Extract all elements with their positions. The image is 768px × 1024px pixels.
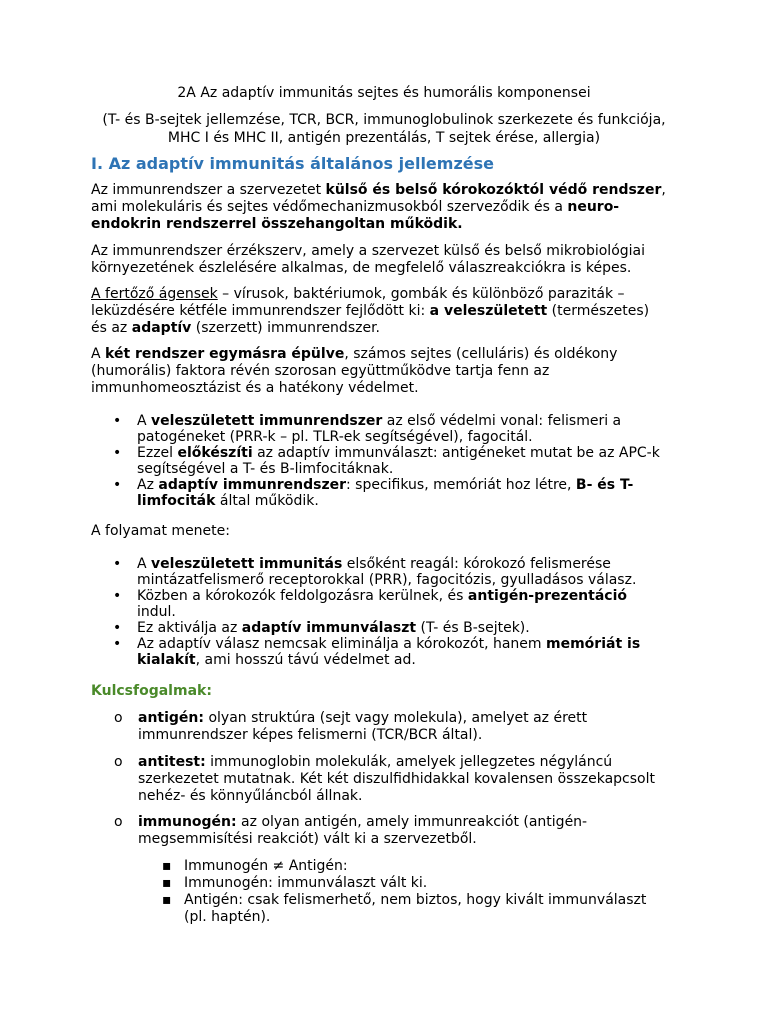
document-subtitle xyxy=(0,111,768,147)
bold-text: veleszületett immunrendszer xyxy=(151,413,383,429)
bold-text: antigén-prezentáció xyxy=(467,588,628,604)
text-run: (szerzett) immunrendszer. xyxy=(191,320,380,336)
list-item xyxy=(91,413,681,445)
key-item-immunogen xyxy=(91,814,681,848)
sub-list-item xyxy=(160,858,660,875)
paragraph-infectious-agents xyxy=(91,286,681,337)
text-line: nehéz- és könnyűláncból állnak. xyxy=(138,788,363,804)
bullet-marker: • xyxy=(113,620,122,636)
text-run: , számos sejtes (celluláris) és oldékony xyxy=(344,346,618,362)
bold-text: adaptív xyxy=(131,320,192,336)
list-item xyxy=(91,588,681,620)
sub-list xyxy=(160,858,660,926)
list-marker: o xyxy=(114,710,123,726)
bold-text: memóriát is xyxy=(546,636,641,652)
text-run: által működik. xyxy=(215,493,319,509)
bold-text: neuro- xyxy=(567,199,620,215)
text-run: az olyan antigén, amely immunreakciót (antigén- xyxy=(236,814,588,830)
key-concepts-heading: Kulcsfogalmak: xyxy=(91,683,212,699)
key-item-antibody xyxy=(91,754,681,805)
text-line: megsemmisítési reakciót) vált ki a szervezetből. xyxy=(138,831,477,847)
text-run: Az immunrendszer a szervezetet xyxy=(91,182,326,198)
text-run: A xyxy=(137,556,152,572)
list-marker: o xyxy=(114,754,123,770)
list-item xyxy=(91,445,681,477)
text-run: A xyxy=(137,413,152,429)
underlined-text: A fertőző ágensek xyxy=(91,286,218,302)
text-run: Az adaptív válasz nemcsak eliminálja a kórokozót, hanem xyxy=(137,636,547,652)
text-line: immunhomeosztázist és a hatékony védelmet. xyxy=(91,380,419,396)
bold-text: veleszületett immunitás xyxy=(151,556,343,572)
text-run: : specifikus, memóriát hoz létre, xyxy=(346,477,576,493)
bullet-list-systems xyxy=(91,413,681,509)
bullet-marker: • xyxy=(113,413,122,429)
sub-list-item xyxy=(160,875,660,892)
text-line: mintázatfelismerő receptorokkal (PRR), fagocitózis, gyulladásos válasz. xyxy=(137,572,637,588)
bullet-marker: • xyxy=(113,588,122,604)
bullet-list-process xyxy=(91,556,681,668)
bold-text: adaptív immunválaszt xyxy=(241,620,417,636)
text-run: olyan struktúra (sejt vagy molekula), amelyet az érett xyxy=(204,710,588,726)
text-run: (természetes) xyxy=(547,303,650,319)
text-run: , xyxy=(661,182,666,198)
list-item xyxy=(91,477,681,509)
text-run: Az xyxy=(137,477,159,493)
paragraph-sense-organ xyxy=(91,243,681,277)
bold-text: adaptív immunrendszer xyxy=(158,477,346,493)
key-item-antigen xyxy=(91,710,681,744)
list-item xyxy=(91,636,681,668)
paragraph-immune-system xyxy=(91,182,681,233)
text-run: , ami hosszú távú védelmet ad. xyxy=(195,652,416,668)
text-run: (T- és B-sejtek). xyxy=(416,620,530,636)
process-label: A folyamat menete: xyxy=(91,523,230,539)
subtitle-line: MHC I és MHC II, antigén prezentálás, T sejtek érése, allergia) xyxy=(167,130,601,146)
text-run: Közben a kórokozók feldolgozásra kerülnek, és xyxy=(137,588,468,604)
text-line: (pl. haptén). xyxy=(184,909,271,925)
paragraph-two-systems xyxy=(91,346,681,397)
list-item xyxy=(91,556,681,588)
bold-text: endokrin rendszerrel összehangoltan működik. xyxy=(91,216,463,232)
text-run: Ez aktiválja az xyxy=(137,620,242,636)
bold-text: B- és T- xyxy=(575,477,634,493)
bullet-marker: • xyxy=(113,477,122,493)
subtitle-line: (T- és B-sejtek jellemzése, TCR, BCR, immunoglobulinok szerkezete és funkciója, xyxy=(102,112,666,128)
text-line: környezetének észlelésére alkalmas, de megfelelő válaszreakciókra is képes. xyxy=(91,260,632,276)
text-line: Antigén: csak felismerhető, nem biztos, hogy kivált immunválaszt xyxy=(184,892,647,908)
key-term: antitest: xyxy=(138,754,206,770)
text-run: leküzdésére kétféle immunrendszer fejlődött ki: xyxy=(91,303,430,319)
key-term: antigén: xyxy=(138,710,204,726)
bold-text: limfociták xyxy=(137,493,216,509)
bullet-marker: • xyxy=(113,556,122,572)
bold-text: külső és belső kórokozóktól védő rendszer xyxy=(325,182,662,198)
section-heading: I. Az adaptív immunitás általános jellemzése xyxy=(91,154,494,173)
bold-text: két rendszer egymásra épülve xyxy=(105,346,345,362)
text-run: az első védelmi vonal: felismeri a xyxy=(382,413,622,429)
text-line: Immunogén: immunválaszt vált ki. xyxy=(184,875,428,891)
text-run: és az xyxy=(91,320,132,336)
bold-text: kialakít xyxy=(137,652,196,668)
text-line: patogéneket (PRR-k – pl. TLR-ek segítségével), fagocitál. xyxy=(137,429,533,445)
text-run: az adaptív immunválaszt: antigéneket mutat be az APC-k xyxy=(252,445,660,461)
text-line: szerkezetet mutatnak. Két két diszulfidhidakkal kovalensen összekapcsolt xyxy=(138,771,655,787)
text-run: ami molekuláris és sejtes védőmechanizmusokból szerveződik és a xyxy=(91,199,568,215)
list-item xyxy=(91,620,681,636)
square-bullet-icon: ▪ xyxy=(162,875,172,891)
bold-text: előkészíti xyxy=(177,445,253,461)
bold-text: a veleszületett xyxy=(429,303,548,319)
text-line: Immunogén ≠ Antigén: xyxy=(184,858,348,874)
list-marker: o xyxy=(114,814,123,830)
text-line: indul. xyxy=(137,604,176,620)
text-line: (humorális) faktora révén szorosan együttműködve tartja fenn az xyxy=(91,363,550,379)
square-bullet-icon: ▪ xyxy=(162,892,172,908)
text-run: elsőként reagál: kórokozó felismerése xyxy=(342,556,611,572)
text-run: immunoglobin molekulák, amelyek jellegzetes négyláncú xyxy=(205,754,613,770)
text-run: – vírusok, baktériumok, gombák és különböző paraziták – xyxy=(217,286,625,302)
square-bullet-icon: ▪ xyxy=(162,858,172,874)
document-title: 2A Az adaptív immunitás sejtes és humorális komponensei xyxy=(177,85,591,101)
text-line: Az immunrendszer érzékszerv, amely a szervezet külső és belső mikrobiológiai xyxy=(91,243,645,259)
text-run: Ezzel xyxy=(137,445,178,461)
bullet-marker: • xyxy=(113,636,122,652)
text-run: A xyxy=(91,346,106,362)
key-term: immunogén: xyxy=(138,814,237,830)
text-line: immunrendszer képes felismerni (TCR/BCR által). xyxy=(138,727,483,743)
bullet-marker: • xyxy=(113,445,122,461)
text-line: segítségével a T- és B-limfocitáknak. xyxy=(137,461,394,477)
sub-list-item xyxy=(160,892,660,926)
